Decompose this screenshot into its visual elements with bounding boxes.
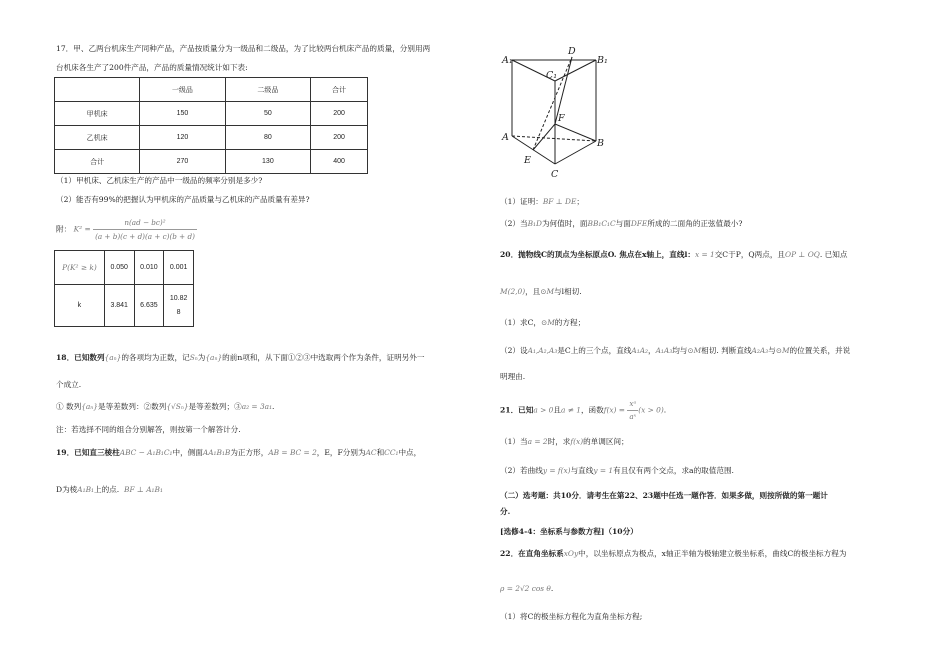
table-cell: 200 [311, 102, 368, 126]
table-cell [164, 285, 194, 327]
table-cell: 200 [311, 126, 368, 150]
text-inline: 的位置关系，并说 [789, 346, 851, 355]
table-cell: 0.050 [104, 251, 134, 285]
math-inline: {√Sₙ} [166, 402, 189, 411]
section2-line1: （二）选考题：共10分．请考生在第22、23题中任选一题作答．如果多做，则按所做的第一题计 [500, 491, 828, 500]
q18-note: 注：若选择不同的组合分别解答，则按第一个解答计分. [56, 425, 241, 434]
math-inline: xOy [563, 549, 579, 558]
text-inline: 所成的二面角的正弦值最小? [647, 219, 743, 228]
table-cell: P(K² ≥ k) [55, 251, 105, 285]
formula-lhs: K² = [73, 224, 91, 234]
q20-sub1 [500, 318, 585, 328]
q19-line1 [56, 448, 421, 458]
q20-sub2 [500, 346, 850, 356]
text-inline: ； [576, 197, 584, 206]
q22-number: 22．在直角坐标系 [500, 549, 564, 558]
q18-number: 18．已知数列 [56, 353, 105, 362]
q22-line1 [500, 549, 846, 559]
math-inline: OP ⊥ OQ [785, 250, 820, 259]
edge-c1b1 [555, 60, 596, 81]
q20-line2 [500, 287, 582, 297]
math-inline: Sₙ [189, 353, 198, 362]
formula-label: 附： [56, 224, 72, 234]
table-row [55, 150, 368, 174]
text-inline: ，且 [525, 287, 541, 296]
text-inline: . [272, 402, 275, 411]
q17-stat-table [54, 77, 368, 174]
q21-number: 21．已知 [500, 405, 534, 415]
segment-ef [533, 124, 555, 150]
q17-line2: 台机床各生产了200件产品，产品的质量情况统计如下表: [56, 63, 248, 72]
q20-line1 [500, 250, 847, 260]
q17-sub2: （2）能否有99%的把握认为甲机床的产品质量与乙机床的产品质量有差异? [56, 195, 310, 204]
math-inline: ⊙M [540, 287, 555, 296]
q22-sub1: （1）将C的极坐标方程化为直角坐标方程; [500, 612, 643, 621]
math-inline: ⊙M [541, 318, 555, 327]
math-inline: a > 0 [533, 405, 554, 415]
table-cell: 合计 [55, 150, 140, 174]
q21-line1 [500, 398, 666, 423]
math-inline: AA₁B₁B [202, 448, 231, 457]
text-inline: 与面 [615, 219, 631, 228]
text-inline: 的前n项和，从下面①②③中选取两个作为条件，证明另外一 [222, 353, 425, 362]
q17-line1: 17．甲、乙两台机床生产同种产品，产品按质量分为一级品和二级品，为了比较两台机床产品的质量，分别用两 [56, 44, 431, 53]
label-f: F [558, 113, 565, 124]
math-inline: a ≠ 1 [560, 405, 581, 415]
math-inline: y = 1 [593, 466, 614, 475]
table-row [55, 126, 368, 150]
math-inline: A₂A₃ [751, 346, 769, 355]
table-cell: k [55, 285, 105, 327]
table-cell: 50 [225, 102, 310, 126]
table-header-cell: 一级品 [140, 78, 225, 102]
math-inline: AB = BC = 2 [268, 448, 317, 457]
text-inline: ① 数列 [56, 402, 82, 411]
segment-fb [555, 124, 596, 141]
fraction-numerator: xᵃ [627, 398, 638, 411]
text-inline: 为正方形， [230, 448, 269, 457]
math-inline: AC [365, 448, 377, 457]
q18-line3 [56, 402, 274, 412]
table-header-cell: 二级品 [225, 78, 310, 102]
math-inline: ⊙M [687, 346, 702, 355]
math-inline: f(x) [570, 437, 584, 446]
table-cell: 120 [140, 126, 225, 150]
text-inline: 中，以坐标原点为极点，x轴正半轴为极轴建立极坐标系，曲线C的极坐标方程为 [578, 549, 847, 558]
table-row [55, 251, 194, 285]
label-a: A [502, 132, 509, 143]
text-inline: 与 [768, 346, 776, 355]
text-inline: 有且仅有两个交点，求a的取值范围. [613, 466, 734, 475]
math-inline: A₁A₂ [631, 346, 648, 355]
text-inline: ，E，F分别为 [316, 448, 366, 457]
text-inline: 上的点. [93, 485, 120, 494]
q20-number: 20．抛物线C的顶点为坐标原点O. 焦点在x轴上，直线l： [500, 250, 695, 259]
math-inline: B₁D [527, 219, 542, 228]
math-inline: BF ⊥ DE [542, 197, 577, 206]
math-inline: BB₁C₁C [587, 219, 616, 228]
text-inline: 交C于P，Q两点，且 [714, 250, 786, 259]
math-inline: a₂ = 3a₁ [241, 402, 273, 411]
math-inline: ρ = 2√2 cos θ [500, 584, 551, 593]
label-a1: A₁ [502, 55, 513, 66]
formula-numerator: n(ad − bc)² [93, 216, 197, 230]
table-header-cell [55, 78, 140, 102]
text-inline: ， [648, 346, 656, 355]
text-inline: 时，求 [547, 437, 571, 446]
table-cell: 0.010 [134, 251, 164, 285]
table-row [55, 78, 368, 102]
q17-critical-table [54, 250, 194, 327]
table-cell: 甲机床 [55, 102, 140, 126]
table-row [55, 285, 194, 327]
text-inline: 中点， [398, 448, 422, 457]
table-header-cell: 合计 [311, 78, 368, 102]
label-e: E [524, 155, 531, 166]
table-cell: 6.635 [134, 285, 164, 327]
text-inline: . 已知点 [819, 250, 848, 259]
text-inline: （1）证明： [500, 197, 543, 206]
text-inline: （2）若曲线 [500, 466, 543, 475]
text-inline: D为棱 [56, 485, 78, 494]
text-inline: 为 [197, 353, 206, 362]
math-inline: ⊙M [775, 346, 790, 355]
text-inline: 的方程； [554, 318, 586, 327]
text-inline: 是C上的三个点，直线 [557, 346, 632, 355]
text-inline: 的单调区间； [583, 437, 629, 446]
q19-line2 [56, 485, 163, 495]
text-inline: 是等差数列；③ [188, 402, 242, 411]
text-inline: . [663, 405, 667, 415]
math-inline: (x > 0) [638, 405, 664, 415]
math-inline: M(2,0) [500, 287, 526, 296]
math-inline: DFE [630, 219, 648, 228]
q21-fraction [627, 398, 638, 423]
math-inline: {aₙ} [81, 402, 99, 411]
label-c: C [551, 169, 559, 180]
q17-formula [56, 216, 197, 243]
section2-elective: [选修4-4：坐标系与参数方程]（10分） [500, 527, 638, 536]
text-inline: （2）设 [500, 346, 528, 355]
label-b1: B₁ [597, 55, 608, 66]
text-inline: 与l相切. [554, 287, 582, 296]
math-inline: y = f(x) [542, 466, 571, 475]
formula-fraction [93, 216, 197, 243]
q21-sub2 [500, 466, 734, 476]
text-inline: 为何值时，面 [541, 219, 588, 228]
label-b: B [597, 138, 604, 149]
table-cell: 130 [225, 150, 310, 174]
edge-cb [555, 141, 596, 164]
label-d: D [568, 46, 576, 57]
formula-denominator: (a + b)(c + d)(a + c)(b + d) [95, 232, 195, 241]
text-inline: （2）当 [500, 219, 528, 228]
text-inline: 的各项均为正数，记 [121, 353, 190, 362]
table-cell: 乙机床 [55, 126, 140, 150]
math-inline: BF ⊥ A₁B₁ [124, 485, 163, 494]
math-inline: {aₙ} [104, 353, 122, 362]
q19-number: 19．已知直三棱柱 [56, 448, 120, 457]
table-cell: 270 [140, 150, 225, 174]
text-inline: 相切. 判断直线 [701, 346, 752, 355]
k-value-part: 8 [176, 308, 181, 316]
text-inline: 与直线 [570, 466, 594, 475]
q20-sub2-line2: 明理由. [500, 372, 526, 381]
text-inline: 和 [376, 448, 385, 457]
table-cell: 150 [140, 102, 225, 126]
fraction-denominator: aˣ [629, 412, 637, 421]
text-inline: . [550, 584, 554, 593]
math-inline: x = 1 [694, 250, 715, 259]
math-inline: CC₁ [384, 448, 399, 457]
q21-sub1 [500, 437, 629, 447]
k-value-part: 10.82 [169, 294, 188, 302]
text-inline: ，函数 [580, 405, 604, 415]
q17-sub1: （1）甲机床、乙机床生产的产品中一级品的频率分别是多少? [56, 176, 263, 185]
table-cell: 400 [311, 150, 368, 174]
prism-figure [500, 44, 610, 180]
math-inline: a = 2 [527, 437, 548, 446]
math-inline: A₁,A₂,A₃ [527, 346, 558, 355]
math-inline: A₁A₃ [655, 346, 673, 355]
table-cell: 0.001 [164, 251, 194, 285]
q18-line2: 个成立. [56, 380, 82, 389]
text-inline: 是等差数列：②数列 [98, 402, 167, 411]
q22-line2 [500, 584, 553, 594]
text-inline: （1）当 [500, 437, 528, 446]
table-cell: 3.841 [104, 285, 134, 327]
edge-ab-hidden [512, 136, 596, 141]
math-inline: A₁B₁ [77, 485, 94, 494]
math-inline: f(x) = [603, 405, 625, 415]
q18-line1 [56, 353, 425, 363]
table-row [55, 102, 368, 126]
text-inline: （1）求C， [500, 318, 542, 327]
math-inline: {aₙ} [205, 353, 223, 362]
q19-sub1 [500, 197, 584, 207]
text-inline: 中，侧面 [172, 448, 203, 457]
text-inline: 且 [553, 405, 561, 415]
math-inline: ABC − A₁B₁C₁ [119, 448, 173, 457]
label-c1: C₁ [546, 70, 558, 81]
table-cell: 80 [225, 126, 310, 150]
text-inline: 均与 [672, 346, 688, 355]
q19-sub2 [500, 219, 742, 229]
section2-line2: 分. [500, 507, 511, 516]
